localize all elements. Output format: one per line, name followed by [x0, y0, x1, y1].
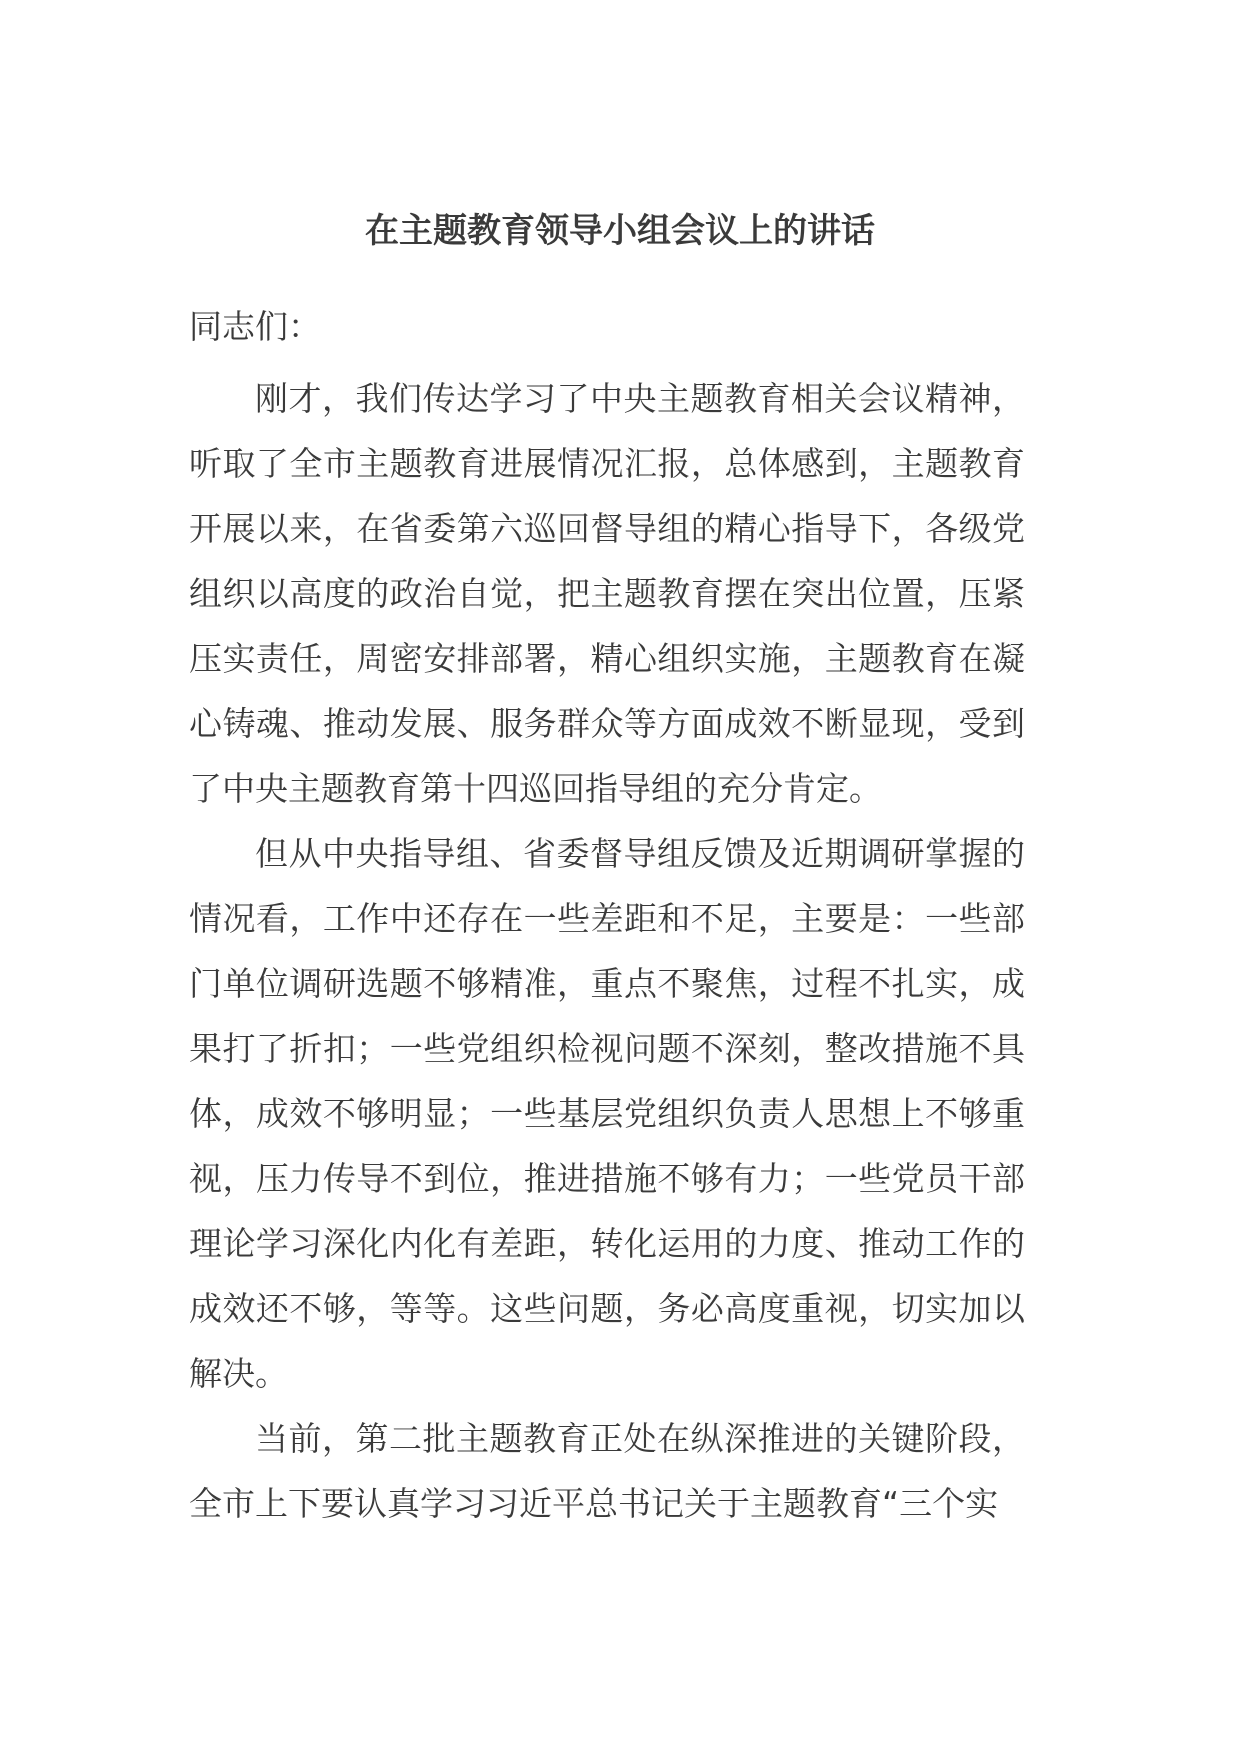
paragraph-1: 刚才，我们传达学习了中央主题教育相关会议精神，听取了全市主题教育进展情况汇报，总体感到，主题教育开展以来，在省委第六巡回督导组的精心指导下，各级党组织以高度的政治自觉，把主题教育摆在突出位置，压紧压实责任，周密安排部署，精心组织实施，主题教育在凝心铸魂、推动发展、服务群众等方面成效不断显现，受到了中央主题教育第十四巡回指导组的充分肯定。 [189, 379, 1025, 808]
paragraph-3: 当前，第二批主题教育正处在纵深推进的关键阶段，全市上下要认真学习习近平总书记关于主题教育“三个实 [189, 1419, 1025, 1523]
document-body [189, 366, 1025, 1536]
paragraph-2: 但从中央指导组、省委督导组反馈及近期调研掌握的情况看，工作中还存在一些差距和不足，主要是：一些部门单位调研选题不够精准，重点不聚焦，过程不扎实，成果打了折扣；一些党组织检视问题不深刻，整改措施不具体，成效不够明显；一些基层党组织负责人思想上不够重视，压力传导不到位，推进措施不够有力；一些党员干部理论学习深化内化有差距，转化运用的力度、推动工作的成效还不够，等等。这些问题，务必高度重视，切实加以解决。 [189, 834, 1025, 1393]
document-title: 在主题教育领导小组会议上的讲话 [365, 211, 875, 251]
salutation: 同志们： [189, 307, 321, 346]
